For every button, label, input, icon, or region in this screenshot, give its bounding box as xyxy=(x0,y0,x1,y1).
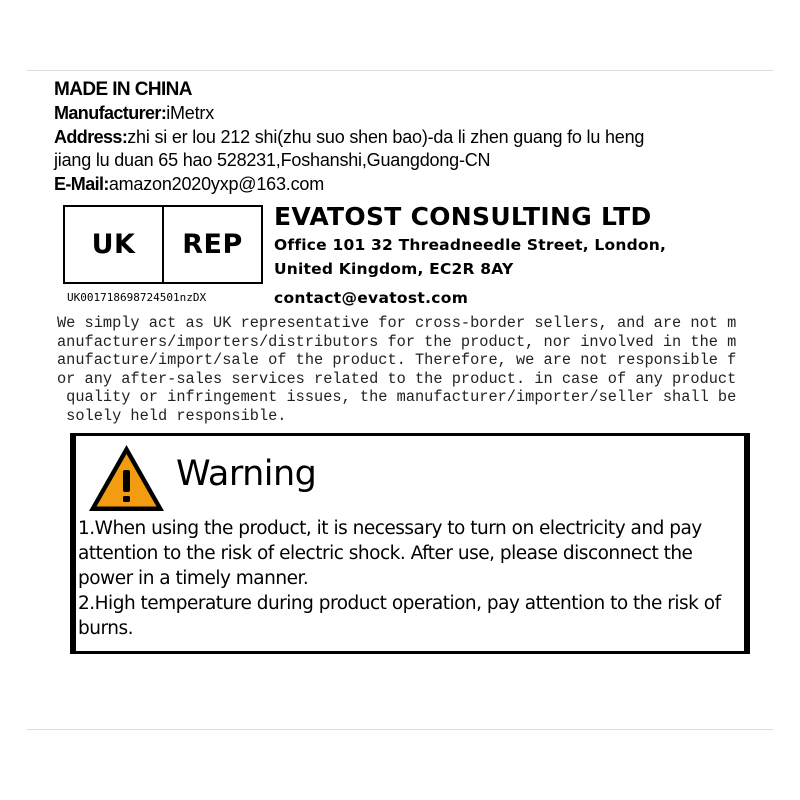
top-divider xyxy=(27,70,773,71)
disclaimer-line: quality or infringement issues, the manufacturer/importer/seller shall be xyxy=(57,388,737,407)
warning-item-2: 2.High temperature during product operation, pay attention to the risk of burns. xyxy=(78,593,721,639)
email-label: E-Mail: xyxy=(54,173,109,194)
warning-item-1: 1.When using the product, it is necessary to turn on electricity and pay attention to the risk of electric shock. After use, please disconnect the power in a timely manner. xyxy=(78,518,702,589)
address-value-1: zhi si er lou 212 shi(zhu suo shen bao)-da li zhen guang fo lu heng xyxy=(127,126,645,147)
warning-body xyxy=(78,516,743,641)
manufacturer-value: iMetrx xyxy=(166,103,215,123)
disclaimer-line: or any after-sales services related to the product. in case of any product xyxy=(57,369,737,388)
uk-rep-logo xyxy=(63,205,263,284)
uk-rep-company xyxy=(274,201,754,281)
company-email: contact@evatost.com xyxy=(274,289,469,307)
uk-rep-logo-uk: UK xyxy=(65,207,164,282)
warning-triangle-icon xyxy=(87,443,166,513)
warning-box xyxy=(70,433,750,654)
disclaimer-line: anufacturers/importers/distributors for the product, nor involved in the m xyxy=(57,332,737,351)
address-line-2: jiang lu duan 65 hao 528231,Foshanshi,Guangdong-CN xyxy=(54,150,491,170)
disclaimer-text xyxy=(57,314,757,426)
bottom-divider xyxy=(27,729,773,730)
company-address-line-1: Office 101 32 Threadneedle Street, London, xyxy=(274,236,667,254)
manufacturer-label: Manufacturer: xyxy=(54,103,167,123)
disclaimer-line: anufacture/import/sale of the product. Therefore, we are not responsible f xyxy=(57,351,737,370)
manufacturer-line xyxy=(54,102,754,126)
manufacturer-info xyxy=(54,78,754,196)
made-in-label: MADE IN CHINA xyxy=(54,79,192,100)
company-address-line-2: United Kingdom, EC2R 8AY xyxy=(274,260,514,278)
address-line-1 xyxy=(54,126,754,150)
company-name: EVATOST CONSULTING LTD xyxy=(274,202,652,231)
disclaimer-line: solely held responsible. xyxy=(57,406,287,425)
email-value: amazon2020yxp@163.com xyxy=(108,173,325,194)
email-line xyxy=(54,173,754,197)
disclaimer-line: We simply act as UK representative for cross-border sellers, and are not m xyxy=(57,314,737,332)
uk-rep-code: UK001718698724501nzDX xyxy=(67,291,207,304)
address-label: Address: xyxy=(54,126,128,147)
uk-rep-logo-rep: REP xyxy=(182,229,243,260)
warning-title: Warning xyxy=(176,454,317,494)
